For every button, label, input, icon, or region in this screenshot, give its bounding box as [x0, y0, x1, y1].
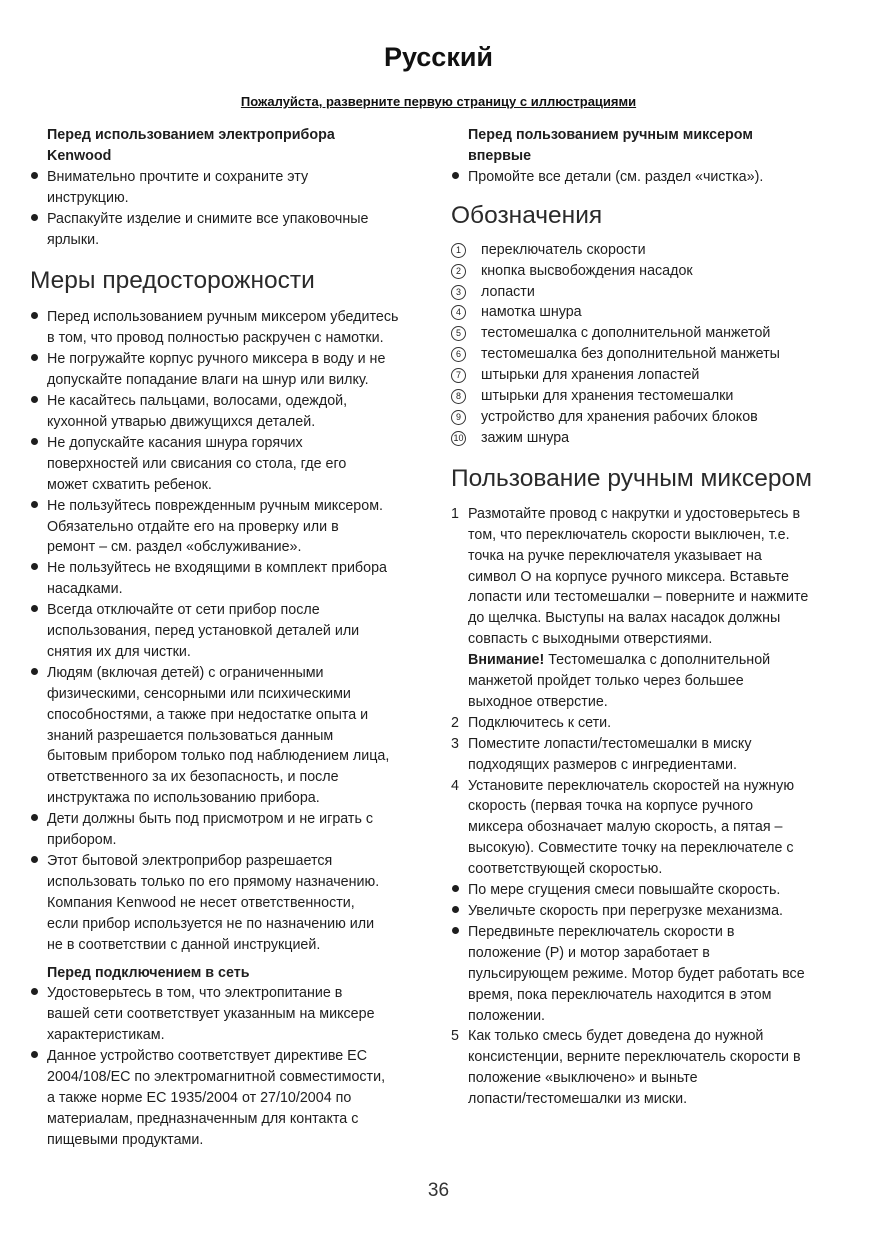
- text-line: а также норме ЕС 1935/2004 от 27/10/2004 по: [47, 1089, 352, 1106]
- text-line: 2004/108/EC по электромагнитной совместимости,: [47, 1069, 386, 1086]
- text-line: Этот бытовой электроприбор разрешается: [47, 853, 333, 869]
- text-line: По мере сгущения смеси повышайте скорость.: [468, 882, 781, 899]
- connect-list: [30, 983, 430, 1150]
- text-line: положение (P) и мотор заработает в: [468, 944, 710, 961]
- bullet-icon: [30, 983, 47, 1046]
- circled-number-icon: 8: [451, 389, 466, 404]
- list-item: [30, 307, 430, 349]
- bullet-icon: [30, 600, 47, 663]
- circled-number-icon: 6: [451, 347, 466, 362]
- step-number: 5: [451, 1028, 459, 1045]
- legend-label: лопасти: [481, 283, 535, 300]
- list-item: [30, 209, 430, 251]
- text-line: Не погружайте корпус ручного миксера в воду и не: [47, 351, 386, 368]
- bullet-icon: [30, 349, 47, 391]
- bullet-icon: [30, 209, 47, 251]
- step-4: [451, 776, 851, 881]
- bullet-icon: [451, 167, 468, 188]
- text-line: кухонной утварью движущихся деталей.: [47, 413, 316, 430]
- text-line: Перед использованием ручным миксером убедитесь: [47, 309, 399, 326]
- first-use-list: [451, 167, 851, 188]
- text-line: Установите переключатель скоростей на нужную: [468, 777, 795, 794]
- legend-label: кнопка высвобождения насадок: [481, 262, 693, 279]
- text-line: Не пользуйтесь поврежденным ручным миксером.: [47, 497, 384, 514]
- before-use-heading: Перед использованием электроприбора Kenwood: [47, 127, 335, 164]
- legend-label: тестомешалка без дополнительной манжеты: [481, 346, 780, 363]
- text-line: знаний разрешается пользоваться данным: [47, 727, 334, 744]
- bullet-icon: [30, 433, 47, 496]
- text-line: поверхностей или свисания со стола, где его: [47, 455, 347, 472]
- text-line: Промойте все детали (см. раздел «чистка»).: [468, 168, 764, 185]
- text-line: ярлыки.: [47, 231, 100, 248]
- bullet-icon: [30, 391, 47, 433]
- text-line: Людям (включая детей) с ограниченными: [47, 664, 324, 681]
- bullet-icon: [30, 851, 47, 956]
- circled-number-icon: 5: [451, 326, 466, 341]
- legend-label: штырьки для хранения лопастей: [481, 367, 700, 384]
- text-line: не в соответствии с данной инструкцией.: [47, 936, 321, 953]
- safety-list: [30, 307, 430, 955]
- list-item: [451, 922, 851, 1027]
- list-item: [451, 901, 851, 922]
- list-item: [30, 600, 430, 663]
- step-5: [451, 1026, 851, 1110]
- note-label: Внимание!: [468, 652, 545, 669]
- list-item: [30, 496, 430, 559]
- text-line: Удостоверьтесь в том, что электропитание в: [47, 985, 343, 1002]
- bullet-icon: [30, 496, 47, 559]
- legend-heading: Обозначения: [451, 201, 603, 229]
- text-line: насадками.: [47, 581, 123, 598]
- circled-number-icon: 3: [451, 285, 466, 300]
- text-line: Компания Kenwood не несет ответственности,: [47, 894, 355, 911]
- text-line: Распакуйте изделие и снимите все упаковочные: [47, 210, 369, 227]
- legend-label: зажим шнура: [481, 429, 570, 446]
- text-line: соответствующей скоростью.: [468, 861, 663, 878]
- list-item: [30, 851, 430, 956]
- legend-item: [451, 428, 851, 449]
- text-line: ремонт – см. раздел «обслуживание».: [47, 539, 302, 556]
- page-title: Русский: [383, 42, 494, 72]
- legend-item: [451, 261, 851, 282]
- step-number: 4: [451, 777, 459, 794]
- text-line: положении.: [468, 1007, 546, 1024]
- text-line: инструкцию.: [47, 189, 129, 206]
- text-line: высокую). Совместите точку на переключателе с: [468, 840, 794, 857]
- text-line: символ О на корпусе ручного миксера. Вставьте: [468, 568, 789, 585]
- text-line: Передвиньте переключатель скорости в: [468, 923, 735, 940]
- bullet-icon: [30, 663, 47, 809]
- step-2: [451, 713, 851, 734]
- text-line: Не допускайте касания шнура горячих: [47, 434, 303, 451]
- legend-label: штырьки для хранения тестомешалки: [481, 388, 734, 405]
- list-item: [30, 558, 430, 600]
- before-use-list: [30, 167, 430, 251]
- list-item: [451, 880, 851, 901]
- circled-number-icon: 9: [451, 410, 466, 425]
- page-subtitle: Пожалуйста, разверните первую страницу с иллюстрациями: [240, 94, 637, 109]
- text-line: Дети должны быть под присмотром и не играть с: [47, 811, 374, 828]
- text-line: Данное устройство соответствует директиве ЕС: [47, 1048, 368, 1065]
- text-line: Всегда отключайте от сети прибор после: [47, 602, 320, 619]
- text-line: использования, перед установкой деталей или: [47, 623, 360, 640]
- text-line: способностями, а также при недостатке опыта и: [47, 706, 369, 723]
- bullet-icon: [30, 809, 47, 851]
- first-use-heading: Перед пользованием ручным миксером впервые: [468, 127, 753, 164]
- list-item: [30, 433, 430, 496]
- list-item: [30, 663, 430, 809]
- legend-item: [451, 323, 851, 344]
- usage-bullets: [451, 880, 851, 1026]
- bullet-icon: [30, 307, 47, 349]
- text-line: допускайте попадание влаги на шнур или вилку.: [47, 372, 369, 389]
- circled-number-icon: 1: [451, 243, 466, 258]
- safety-heading: Меры предосторожности: [30, 267, 315, 295]
- list-item: [30, 349, 430, 391]
- text-line: пульсирующем режиме. Мотор будет работать все: [468, 965, 805, 982]
- circled-number-icon: 4: [451, 305, 466, 320]
- legend-label: переключатель скорости: [481, 241, 646, 258]
- page-number: 36: [427, 1180, 450, 1201]
- text-line: характеристикам.: [47, 1027, 165, 1044]
- bullet-icon: [30, 558, 47, 600]
- text-line: Размотайте провод с накрутки и удостоверьтесь в: [468, 505, 801, 522]
- text-line: бытовым прибором только под наблюдением лица,: [47, 748, 390, 765]
- list-item: [30, 1046, 430, 1151]
- bullet-icon: [451, 922, 468, 1027]
- text-line: снятия их для чистки.: [47, 643, 191, 660]
- bullet-icon: [451, 880, 468, 901]
- step-number: 2: [451, 714, 459, 731]
- note: Внимание! Тестомешалка с дополнительной: [468, 652, 771, 669]
- text-line: лопасти/тестомешалки из миски.: [468, 1091, 688, 1108]
- list-item: [30, 391, 430, 433]
- text-line: Как только смесь будет доведена до нужной: [468, 1028, 764, 1045]
- text-line: Обязательно отдайте его на проверку или в: [47, 518, 339, 535]
- legend-item: [451, 282, 851, 303]
- legend-label: устройство для хранения рабочих блоков: [481, 408, 758, 425]
- text-line: физическими, сенсорными или психическими: [47, 685, 351, 702]
- text-line: Подключитесь к сети.: [468, 714, 612, 731]
- text-line: миксера обозначает малую скорость, а пятая –: [468, 819, 783, 836]
- text-line: время, пока переключатель находится в этом: [468, 986, 772, 1003]
- list-item: [451, 167, 851, 188]
- text-line: Внимательно прочтите и сохраните эту: [47, 168, 309, 185]
- text-line: в том, что провод полностью раскручен с намотки.: [47, 330, 384, 347]
- bullet-icon: [30, 167, 47, 209]
- list-item: [30, 167, 430, 209]
- text-line: вашей сети соответствует указанным на миксере: [47, 1006, 375, 1023]
- legend-list: [451, 240, 851, 449]
- text-line: пищевыми продуктами.: [47, 1131, 204, 1148]
- legend-item: [451, 344, 851, 365]
- step-number: 1: [451, 505, 459, 522]
- text-line: положение «выключено» и выньте: [468, 1070, 698, 1087]
- text-line: инструктажа по использованию прибора.: [47, 790, 320, 807]
- text-line: может схватить ребенок.: [47, 476, 212, 493]
- bullet-icon: [451, 901, 468, 922]
- left-column: [30, 125, 430, 1151]
- legend-item: [451, 302, 851, 323]
- text-line: консистенции, верните переключатель скорости в: [468, 1049, 801, 1066]
- text-line: подходящих размеров с ингредиентами.: [468, 756, 737, 773]
- legend-item: [451, 240, 851, 261]
- step-number: 3: [451, 735, 459, 752]
- list-item: [30, 809, 430, 851]
- text-line: прибором.: [47, 832, 117, 849]
- legend-item: [451, 407, 851, 428]
- text-line: скорость (первая точка на корпусе ручного: [468, 798, 754, 815]
- text-line: Не касайтесь пальцами, волосами, одеждой,: [47, 393, 348, 410]
- legend-item: [451, 365, 851, 386]
- text-line: до щелчка. Выступы на валах насадок должны: [468, 610, 781, 627]
- text-line: материалам, предназначенным для контакта с: [47, 1110, 359, 1127]
- list-item: [30, 983, 430, 1046]
- legend-item: [451, 386, 851, 407]
- text-line: точка на ручке переключателя указывает на: [468, 547, 762, 564]
- bullet-icon: [30, 1046, 47, 1151]
- usage-heading: Пользование ручным миксером: [451, 464, 813, 492]
- circled-number-icon: 2: [451, 264, 466, 279]
- text-line: том, что переключатель скорости выключен, т.е.: [468, 526, 790, 543]
- step-3: [451, 734, 851, 776]
- circled-number-icon: 7: [451, 368, 466, 383]
- legend-label: намотка шнура: [481, 304, 582, 321]
- text-line: лопасти или тестомешалки – поверните и нажмите: [468, 589, 809, 606]
- text-line: совпасть с выходными отверстиями.: [468, 631, 713, 648]
- text-line: использовать только по его прямому назначению.: [47, 873, 380, 890]
- text-line: если прибор используется не по назначению или: [47, 915, 375, 932]
- circled-number-icon: 10: [451, 431, 466, 446]
- text-line: Поместите лопасти/тестомешалки в миску: [468, 735, 752, 752]
- legend-label: тестомешалка с дополнительной манжетой: [481, 325, 771, 342]
- step-1: 1 Размотайте провод с накрутки и удостоверьтесь в том, что переключатель скорости выключен, т.е. точка на ручке переключателя указывает на символ О на корпусе ручного миксера. Вставьте лопасти или тестомешалки – поверните и нажмите до щелчка. Выступы на валах насадок должны совпасть с выходными отверстиями. Внимание! Тестомешалка с дополнительной манжетой пройдет только через большее выходное отверстие.: [451, 504, 851, 713]
- text-line: Не пользуйтесь не входящими в комплект прибора: [47, 560, 387, 577]
- text-line: Увеличьте скорость при перегрузке механизма.: [468, 903, 784, 919]
- connect-heading: Перед подключением в сеть: [47, 964, 250, 981]
- right-column: [451, 125, 851, 1110]
- text-line: ответственного за их безопасность, и после: [47, 769, 339, 786]
